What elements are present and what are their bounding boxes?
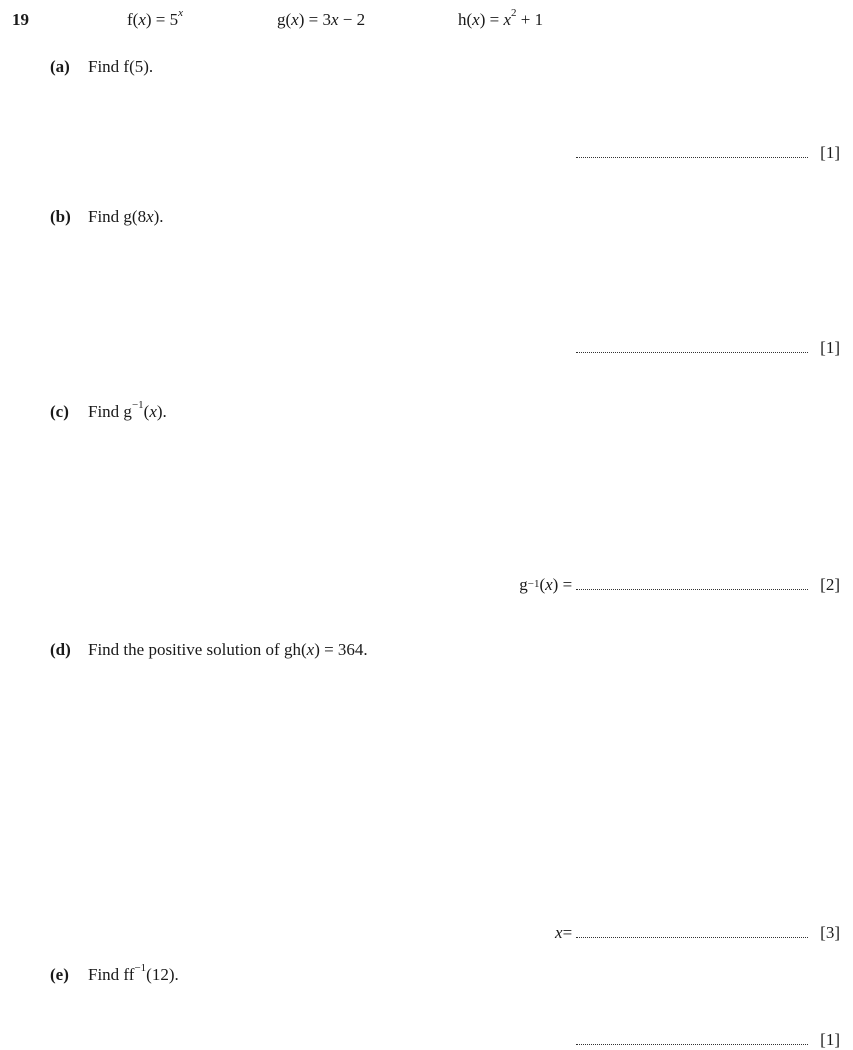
part-d-answer-field[interactable] bbox=[576, 925, 808, 938]
def-h-tail: + 1 bbox=[516, 10, 544, 29]
part-c-question bbox=[50, 399, 167, 422]
def-h-rhs: ) = bbox=[479, 10, 504, 29]
part-b-question bbox=[50, 207, 164, 227]
def-h-lhs: h( bbox=[458, 10, 473, 29]
part-d-answer-post: = bbox=[562, 923, 573, 942]
part-d-marks: [3] bbox=[820, 923, 840, 942]
part-b-answer-line bbox=[572, 338, 840, 358]
def-g-var: x bbox=[291, 10, 299, 29]
part-b-label: (b) bbox=[50, 207, 71, 226]
def-g-tail: − 2 bbox=[338, 10, 366, 29]
definition-f bbox=[127, 7, 184, 30]
part-a-question bbox=[50, 57, 153, 77]
part-e-answer-line bbox=[572, 1030, 840, 1050]
part-d-answer-line bbox=[555, 923, 840, 943]
part-d-var: x bbox=[306, 640, 315, 659]
def-h-var: x bbox=[472, 10, 480, 29]
part-c-answer-var: x bbox=[545, 575, 553, 594]
part-b-marks: [1] bbox=[820, 338, 840, 357]
part-c-text-mid: ( bbox=[143, 402, 150, 421]
part-c-answer-field[interactable] bbox=[576, 577, 808, 590]
part-c-answer-lhs: g bbox=[519, 575, 528, 594]
part-c-var: x bbox=[149, 402, 157, 421]
def-f-rhs: ) = 5 bbox=[145, 10, 179, 29]
part-c-answer-mid: ( bbox=[539, 575, 546, 594]
part-e-text-post: (12). bbox=[146, 965, 179, 984]
part-a-marks: [1] bbox=[820, 143, 840, 162]
part-d-question bbox=[50, 640, 368, 660]
part-e-label: (e) bbox=[50, 965, 69, 984]
part-c-text-pre: Find g bbox=[88, 402, 132, 421]
part-c-label: (c) bbox=[50, 402, 69, 421]
part-d-answer-var: x bbox=[555, 923, 563, 942]
part-b-text-post: ). bbox=[153, 207, 164, 226]
part-c-answer-line bbox=[519, 575, 840, 595]
part-c-marks: [2] bbox=[820, 575, 840, 594]
part-d-text-post: ) = 364. bbox=[314, 640, 368, 659]
definition-g bbox=[277, 10, 365, 30]
part-a-answer-field[interactable] bbox=[576, 145, 808, 158]
part-e-inverse-sup: −1 bbox=[134, 962, 147, 974]
part-d-label: (d) bbox=[50, 640, 71, 659]
def-g-var2: x bbox=[330, 10, 339, 29]
part-c-answer-sup: −1 bbox=[527, 578, 540, 590]
part-b-answer-field[interactable] bbox=[576, 340, 808, 353]
part-e-answer-field[interactable] bbox=[576, 1032, 808, 1045]
part-c-answer-post: ) = bbox=[552, 575, 573, 594]
part-e-question bbox=[50, 962, 179, 985]
definition-h bbox=[458, 7, 544, 30]
def-g-rhs: ) = 3 bbox=[298, 10, 331, 29]
def-g-lhs: g( bbox=[277, 10, 292, 29]
part-e-marks: [1] bbox=[820, 1030, 840, 1049]
part-a-text: Find f(5). bbox=[88, 57, 154, 76]
part-b-text-pre: Find g(8 bbox=[88, 207, 147, 226]
part-a-answer-line bbox=[572, 143, 840, 163]
part-b-var: x bbox=[146, 207, 154, 226]
part-c-inverse-sup: −1 bbox=[131, 399, 144, 411]
part-d-text-pre: Find the positive solution of gh( bbox=[88, 640, 307, 659]
def-f-exponent: x bbox=[178, 7, 184, 19]
part-e-text-pre: Find ff bbox=[88, 965, 135, 984]
part-c-text-post: ). bbox=[156, 402, 167, 421]
def-h-exponent: 2 bbox=[511, 7, 517, 19]
def-h-var2: x bbox=[503, 10, 512, 29]
def-f-lhs: f( bbox=[127, 10, 139, 29]
part-a-label: (a) bbox=[50, 57, 70, 76]
def-f-var: x bbox=[138, 10, 146, 29]
question-number: 19 bbox=[12, 10, 29, 29]
